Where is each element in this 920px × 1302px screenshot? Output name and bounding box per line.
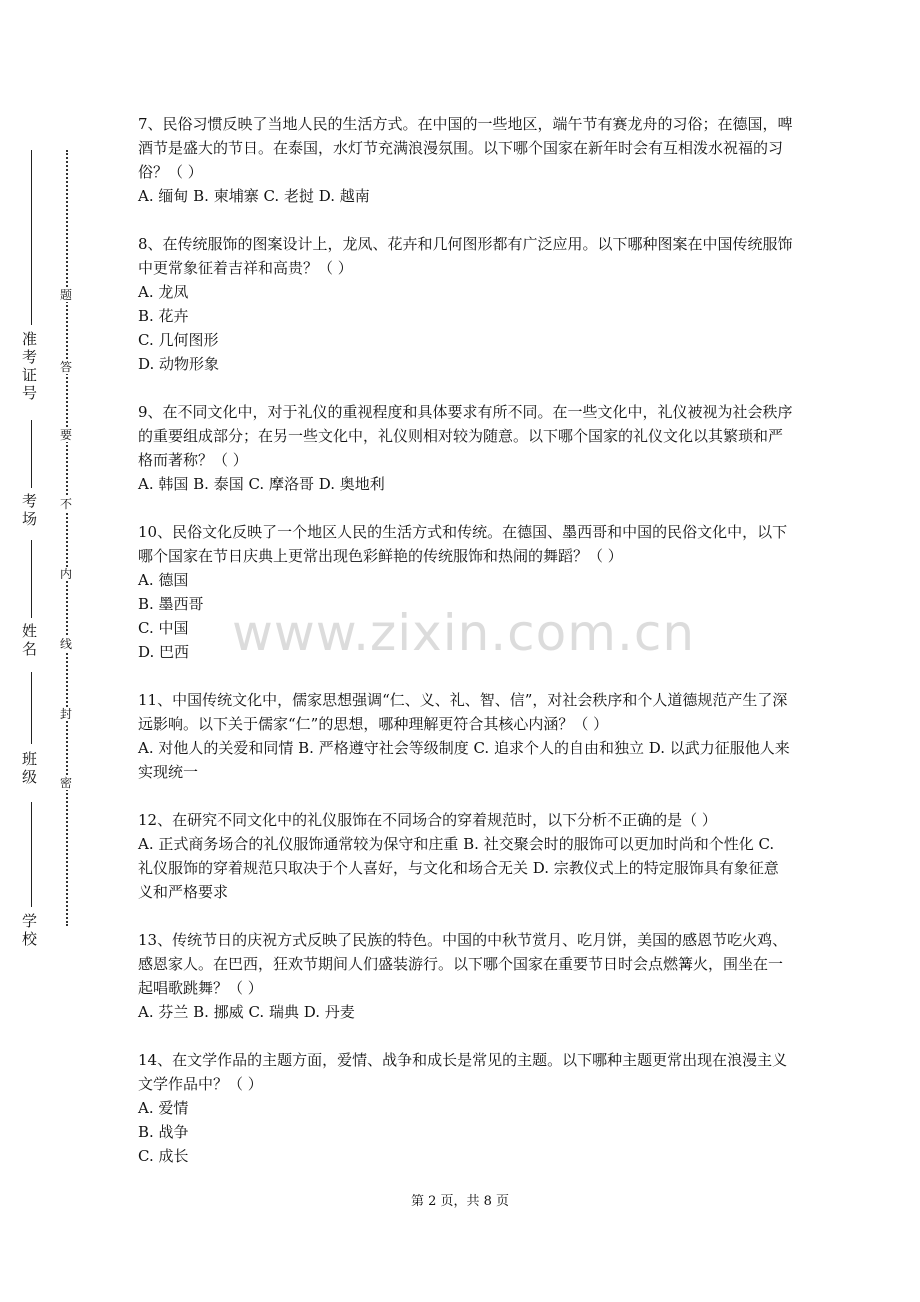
question-7 bbox=[138, 112, 793, 208]
question-stem: 12、在研究不同文化中的礼仪服饰在不同场合的穿着规范时，以下分析不正确的是（ ） bbox=[138, 811, 717, 829]
option-b: B. 墨西哥 bbox=[138, 595, 204, 613]
seal-dotted-line bbox=[66, 150, 68, 926]
seal-char: 线 bbox=[57, 637, 75, 651]
question-9 bbox=[138, 400, 793, 496]
school-label: 学校 bbox=[21, 912, 38, 948]
seal-char: 封 bbox=[57, 707, 75, 721]
seal-char: 题 bbox=[57, 288, 75, 302]
question-13 bbox=[138, 928, 793, 1024]
seal-char: 密 bbox=[57, 776, 75, 790]
option-b: B. 战争 bbox=[138, 1123, 189, 1141]
page-footer: 第 2 页，共 8 页 bbox=[410, 1194, 510, 1209]
seal-char: 内 bbox=[57, 567, 75, 581]
question-stem: 11、中国传统文化中，儒家思想强调“仁、义、礼、智、信”，对社会秩序和个人道德规范产生了深远影响。以下关于儒家“仁”的思想，哪种理解更符合其核心内涵？（ ） bbox=[138, 691, 788, 733]
option-c: C. 中国 bbox=[138, 619, 189, 637]
option-a: A. 龙凤 bbox=[138, 283, 189, 301]
question-stem: 13、传统节日的庆祝方式反映了民族的特色。中国的中秋节赏月、吃月饼，美国的感恩节吃火鸡、感恩家人。在巴西，狂欢节期间人们盛装游行。以下哪个国家在重要节日时会点燃篝火，围坐在一起唱歌跳舞？（ ） bbox=[138, 931, 788, 997]
field-line-exam-id bbox=[31, 150, 32, 325]
question-options: A. 对他人的关爱和同情 B. 严格遵守社会等级制度 C. 追求个人的自由和独立 D. 以武力征服他人来实现统一 bbox=[138, 739, 790, 781]
field-line-class bbox=[31, 672, 32, 744]
class-label: 班级 bbox=[21, 750, 38, 786]
option-d: D. 巴西 bbox=[138, 643, 190, 661]
option-a: A. 德国 bbox=[138, 571, 189, 589]
question-stem: 9、在不同文化中，对于礼仪的重视程度和具体要求有所不同。在一些文化中，礼仪被视为社会秩序的重要组成部分；在另一些文化中，礼仪则相对较为随意。以下哪个国家的礼仪文化以其繁琐和严格而著称？（ ） bbox=[138, 403, 793, 469]
question-options: A. 缅甸 B. 柬埔寨 C. 老挝 D. 越南 bbox=[138, 187, 370, 205]
option-a: A. 爱情 bbox=[138, 1099, 189, 1117]
option-c: C. 成长 bbox=[138, 1147, 189, 1165]
field-line-school bbox=[31, 802, 32, 907]
question-11 bbox=[138, 688, 793, 784]
question-stem: 10、民俗文化反映了一个地区人民的生活方式和传统。在德国、墨西哥和中国的民俗文化中，以下哪个国家在节日庆典上更常出现色彩鲜艳的传统服饰和热闹的舞蹈？（ ） bbox=[138, 523, 788, 565]
field-line-exam-room bbox=[31, 420, 32, 488]
watermark: www.zixin.com.cn bbox=[232, 604, 696, 662]
question-stem: 14、在文学作品的主题方面，爱情、战争和成长是常见的主题。以下哪种主题更常出现在浪漫主义文学作品中？（ ） bbox=[138, 1051, 788, 1093]
question-8 bbox=[138, 232, 793, 376]
seal-char: 要 bbox=[57, 428, 75, 442]
exam-id-label: 准考证号 bbox=[21, 330, 38, 402]
question-options: A. 韩国 B. 泰国 C. 摩洛哥 D. 奥地利 bbox=[138, 475, 385, 493]
question-stem: 8、在传统服饰的图案设计上，龙凤、花卉和几何图形都有广泛应用。以下哪种图案在中国传统服饰中更常象征着吉祥和高贵？（ ） bbox=[138, 235, 793, 277]
question-14 bbox=[138, 1048, 793, 1168]
exam-room-label: 考场 bbox=[21, 492, 38, 528]
option-c: C. 几何图形 bbox=[138, 331, 219, 349]
question-options: A. 芬兰 B. 挪威 C. 瑞典 D. 丹麦 bbox=[138, 1003, 355, 1021]
question-stem: 7、民俗习惯反映了当地人民的生活方式。在中国的一些地区，端午节有赛龙舟的习俗；在德国，啤酒节是盛大的节日。在泰国，水灯节充满浪漫氛围。以下哪个国家在新年时会有互相泼水祝福的习俗？（ ） bbox=[138, 115, 793, 181]
seal-char: 不 bbox=[57, 497, 75, 511]
option-b: B. 花卉 bbox=[138, 307, 189, 325]
seal-char: 答 bbox=[57, 360, 75, 374]
option-d: D. 动物形象 bbox=[138, 355, 220, 373]
field-line-name bbox=[31, 540, 32, 618]
question-options: A. 正式商务场合的礼仪服饰通常较为保守和庄重 B. 社交聚会时的服饰可以更加时尚和个性化 C. 礼仪服饰的穿着规范只取决于个人喜好，与文化和场合无关 D. 宗教仪式上的特定服饰具有象征意义和严格要求 bbox=[138, 835, 779, 901]
question-12 bbox=[138, 808, 793, 904]
name-label: 姓名 bbox=[21, 622, 38, 658]
